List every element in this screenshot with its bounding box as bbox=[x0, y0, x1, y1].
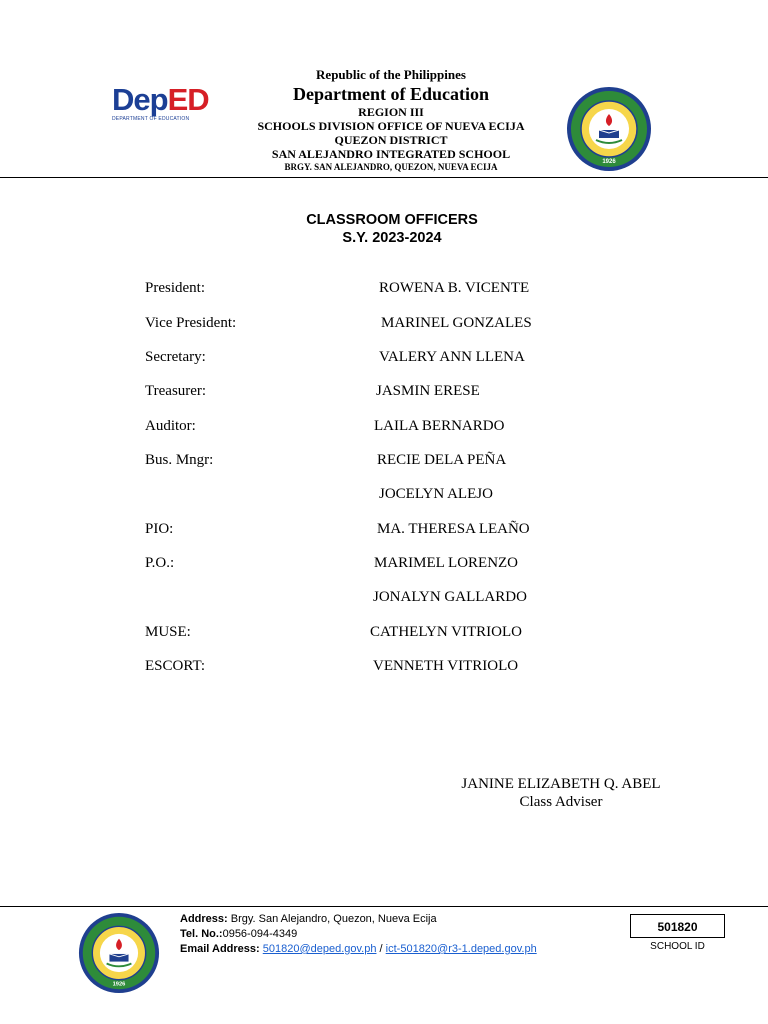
document-title bbox=[242, 211, 542, 247]
svg-text:1926: 1926 bbox=[602, 159, 616, 165]
officer-name: LAILA BERNARDO bbox=[374, 418, 505, 434]
officer-row-secretary bbox=[0, 347, 768, 367]
title-text: CLASSROOM OFFICERS bbox=[306, 212, 478, 228]
officer-row-auditor bbox=[0, 416, 768, 436]
footer-email-line bbox=[180, 942, 537, 957]
footer-divider bbox=[0, 906, 768, 907]
division-line: SCHOOLS DIVISION OFFICE OF NUEVA ECIJA bbox=[257, 119, 525, 133]
officer-name: MARINEL GONZALES bbox=[381, 315, 532, 331]
footer-tel-line bbox=[180, 927, 537, 942]
officer-row-pio bbox=[0, 519, 768, 539]
officer-row-treasurer bbox=[0, 381, 768, 401]
school-line: SAN ALEJANDRO INTEGRATED SCHOOL bbox=[271, 147, 511, 161]
footer-address-line bbox=[180, 912, 537, 927]
officer-row-muse bbox=[0, 622, 768, 642]
district-line: QUEZON DISTRICT bbox=[334, 133, 448, 147]
deped-logo-subtitle: DEPARTMENT OF EDUCATION bbox=[112, 116, 190, 122]
officer-role: Treasurer: bbox=[145, 383, 207, 399]
letterhead bbox=[200, 67, 582, 173]
school-seal-logo bbox=[566, 86, 652, 177]
republic-line: Republic of the Philippines bbox=[316, 67, 466, 82]
school-year-text: S.Y. 2023-2024 bbox=[342, 230, 442, 246]
email-link-2[interactable]: ict-501820@r3-1.deped.gov.ph bbox=[385, 943, 537, 955]
address-value: Brgy. San Alejandro, Quezon, Nueva Ecija bbox=[230, 913, 437, 925]
officer-role: Secretary: bbox=[145, 349, 206, 365]
officer-row-po bbox=[0, 553, 768, 573]
school-id-box: 501820 bbox=[630, 914, 725, 938]
officer-role: Vice President: bbox=[145, 315, 237, 331]
email-separator: / bbox=[379, 943, 383, 955]
officer-name: JASMIN ERESE bbox=[376, 383, 480, 399]
email-label: Email Address: bbox=[180, 943, 260, 955]
officer-role: P.O.: bbox=[145, 555, 175, 571]
school-id-label: SCHOOL ID bbox=[650, 941, 705, 952]
adviser-title: Class Adviser bbox=[519, 794, 603, 810]
officer-name: VENNETH VITRIOLO bbox=[373, 658, 519, 674]
officer-name: MARIMEL LORENZO bbox=[374, 555, 519, 571]
officer-role: President: bbox=[145, 280, 205, 296]
address-label: Address: bbox=[180, 913, 228, 925]
email-link-1[interactable]: 501820@deped.gov.ph bbox=[262, 943, 377, 955]
officer-row-vice-president bbox=[0, 313, 768, 333]
officer-row-business-manager-2 bbox=[0, 484, 768, 504]
deped-logo-text-ed: ED bbox=[167, 82, 209, 117]
header-divider bbox=[0, 177, 768, 178]
officer-name: JONALYN GALLARDO bbox=[373, 589, 527, 605]
adviser-name: JANINE ELIZABETH Q. ABEL bbox=[461, 776, 661, 792]
officer-row-business-manager bbox=[0, 450, 768, 470]
deped-logo-text-dep: Dep bbox=[112, 82, 168, 117]
officer-row-po-2 bbox=[0, 587, 768, 607]
officer-name: RECIE DELA PEÑA bbox=[377, 452, 507, 468]
officer-name: MA. THERESA LEAÑO bbox=[377, 521, 530, 537]
officer-role: Bus. Mngr: bbox=[145, 452, 214, 468]
officer-row-escort bbox=[0, 656, 768, 676]
officer-role: MUSE: bbox=[145, 624, 191, 640]
region-line: REGION III bbox=[358, 105, 424, 119]
officer-role: ESCORT: bbox=[145, 658, 206, 674]
officer-row-president bbox=[0, 278, 768, 298]
officer-name: ROWENA B. VICENTE bbox=[379, 280, 530, 296]
school-address-line: BRGY. SAN ALEJANDRO, QUEZON, NUEVA ECIJA bbox=[284, 162, 498, 172]
officer-name: CATHELYN VITRIOLO bbox=[370, 624, 522, 640]
department-line: Department of Education bbox=[293, 84, 489, 104]
school-seal-footer-logo bbox=[78, 912, 160, 999]
footer-contact bbox=[180, 912, 537, 957]
officer-role: Auditor: bbox=[145, 418, 196, 434]
svg-text:1926: 1926 bbox=[112, 981, 126, 988]
officer-name: JOCELYN ALEJO bbox=[379, 486, 493, 502]
officer-name: VALERY ANN LLENA bbox=[379, 349, 525, 365]
officer-role: PIO: bbox=[145, 521, 174, 537]
tel-label: Tel. No.: bbox=[180, 928, 223, 940]
tel-value: 0956-094-4349 bbox=[222, 928, 298, 940]
